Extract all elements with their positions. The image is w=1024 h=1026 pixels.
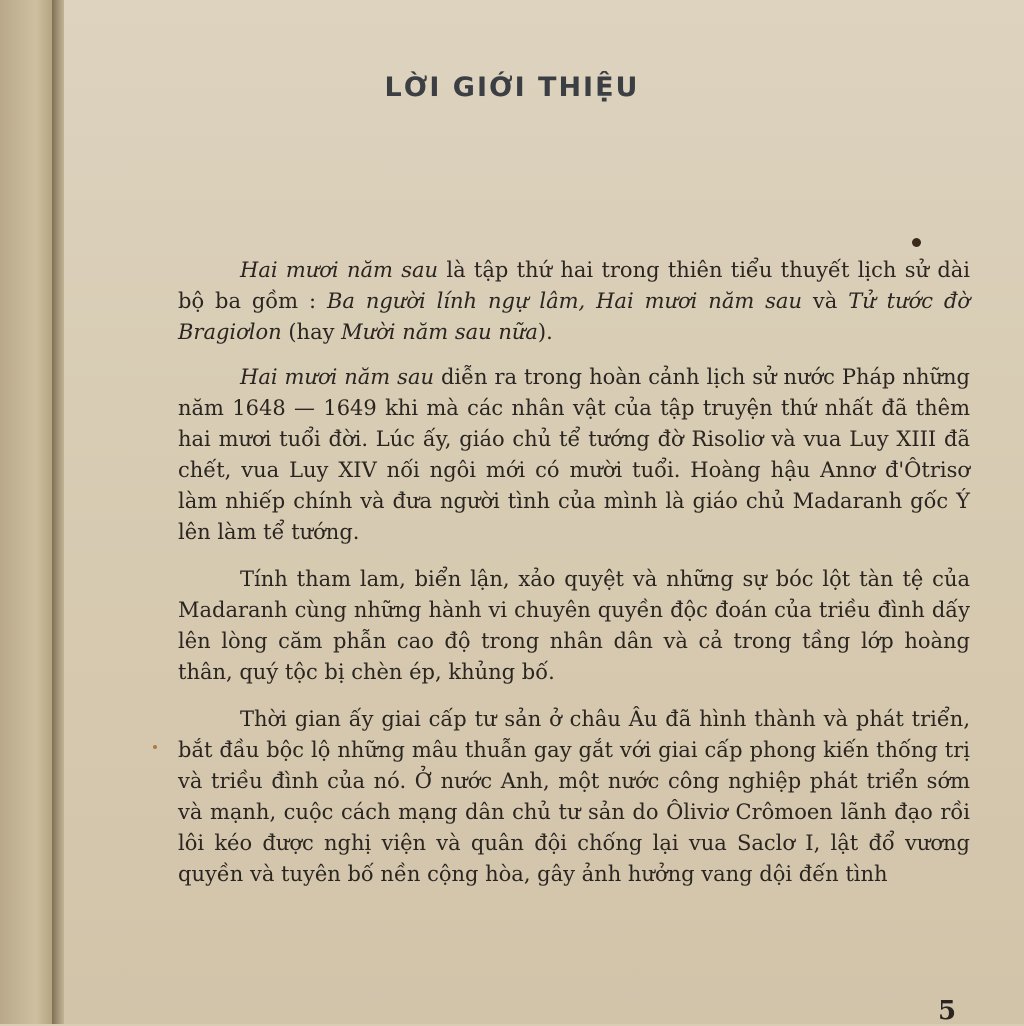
previous-page-edge: [0, 0, 60, 1024]
page-title: LỜI GIỚI THIỆU: [384, 72, 640, 103]
text-run: (hay: [281, 320, 342, 344]
paragraph: [178, 255, 970, 348]
body-text: [178, 255, 970, 906]
text-run: là tập thứ hai trong thiên tiểu thuyết lịch sử dài bộ ba gồm :: [178, 258, 970, 313]
italic-run: Ba người lính ngự lâm, Hai mươi năm sau: [326, 289, 802, 313]
paragraph: [178, 564, 970, 688]
italic-run: Tử tước đờ Bragiơlon: [178, 289, 970, 344]
page-number: 5: [938, 996, 957, 1026]
text-run: Thời gian ấy giai cấp tư sản ở châu Âu đã hình thành và phát triển, bắt đầu bộc lộ những mâu thuẫn gay gắt với giai cấp phong kiến thống trị và triều đình của nó. Ở nước Anh, một nước công nghiệp phát triển sớm và mạnh, cuộc cách mạng dân chủ tư sản do Ôliviơ Crômoen lãnh đạo rồi lôi kéo được nghị viện và quân đội chống lại vua Saclơ I, lật đổ vương quyền và tuyên bố nền cộng hòa, gây ảnh hưởng vang dội đến tình: [178, 707, 970, 886]
italic-run: Mười năm sau nữa: [341, 320, 538, 344]
paper-speck: [153, 745, 157, 749]
text-run: và: [801, 289, 849, 313]
paragraph: [178, 362, 970, 548]
paragraph: [178, 704, 970, 890]
paper-speck: [912, 238, 921, 247]
text-run: ).: [537, 320, 553, 344]
text-run: Tính tham lam, biển lận, xảo quyệt và những sự bóc lột tàn tệ của Madaranh cùng những hành vi chuyên quyền độc đoán của triều đình dấy lên lòng căm phẫn cao độ trong nhân dân và cả trong tầng lớp hoàng thân, quý tộc bị chèn ép, khủng bố.: [178, 567, 970, 684]
italic-run: Hai mươi năm sau: [240, 258, 439, 282]
text-run: diễn ra trong hoàn cảnh lịch sử nước Pháp những năm 1648 — 1649 khi mà các nhân vật của tập truyện thứ nhất đã thêm hai mươi tuổi đời. Lúc ấy, giáo chủ tể tướng đờ Risoliơ và vua Luy XIII đã chết, vua Luy XIV nối ngôi mới có mười tuổi. Hoàng hậu Annơ đ'Ôtrisơ làm nhiếp chính và đưa người tình của mình là giáo chủ Madaranh gốc Ý lên làm tể tướng.: [178, 365, 970, 544]
italic-run: Hai mươi năm sau: [240, 365, 434, 389]
